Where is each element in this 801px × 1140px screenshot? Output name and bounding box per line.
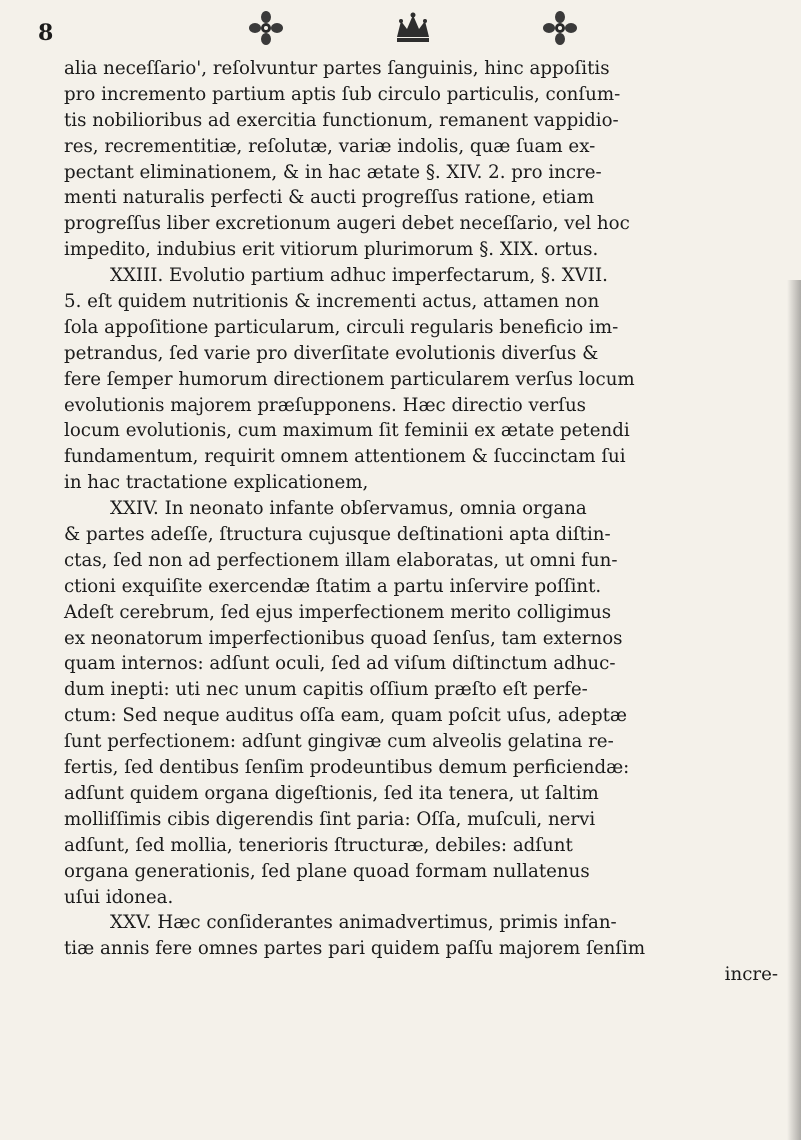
section-heading-line: XXV. Hæc conſiderantes animadvertimus, primis infan- [110, 912, 617, 934]
text-line: fere ſemper humorum directionem particularem verſus locum [64, 368, 635, 390]
text-line: in hac tractatione explicationem, [64, 472, 369, 494]
text-line: fundamentum, requirit omnem attentionem & ſuccinctam ſui [64, 446, 626, 468]
text-line: ctioni exquiſite exercendæ ſtatim a partu inſervire poſſint. [64, 575, 602, 597]
text-line: ctas, ſed non ad perfectionem illam elaboratas, ut omni fun- [64, 549, 618, 571]
text-line: ex neonatorum imperfectionibus quoad ſenſus, tam externos [64, 627, 623, 649]
header-ornaments [248, 8, 578, 48]
text-line: alia neceſſario', reſolvuntur partes ſanguinis, hinc appoſitis [64, 58, 610, 79]
text-line: evolutionis majorem præſupponens. Hæc directio verſus [64, 394, 586, 416]
text-line: progreſſus liber excretionum augeri debet neceſſario, vel hoc [64, 213, 630, 235]
page-header [0, 6, 801, 56]
text-line: uſui idonea. [64, 886, 174, 908]
page-number: 8 [38, 20, 54, 46]
section-heading-line: XXIV. In neonato infante obſervamus, omnia organa [110, 498, 587, 520]
text-line: ſola appoſitione particularum, circuli regularis beneficio im- [64, 316, 619, 338]
text-line: tis nobilioribus ad exercitia functionum, remanent vappidio- [64, 109, 619, 131]
text-line: adſunt, ſed mollia, tenerioris ſtructuræ, debiles: adſunt [64, 834, 573, 856]
catchword: incre- [724, 964, 778, 986]
text-line: Adeſt cerebrum, ſed ejus imperfectionem merito colligimus [64, 601, 612, 623]
flower-ornament-icon [542, 11, 578, 45]
text-line: pro incremento partium aptis ſub circulo particulis, conſum- [64, 83, 621, 105]
text-line: impedito, indubius erit vitiorum plurimorum §. XIX. ortus. [64, 239, 599, 261]
text-line: 5. eſt quidem nutritionis & incrementi actus, attamen non [64, 291, 600, 313]
section-heading-line: XXIII. Evolutio partium adhuc imperfectarum, §. XVII. [110, 265, 608, 287]
body-text [64, 56, 794, 988]
text-line: res, recrementitiæ, reſolutæ, variæ indolis, quæ ſuam ex- [64, 135, 596, 157]
text-line: pectant eliminationem, & in hac ætate §. XIV. 2. pro incre- [64, 161, 602, 183]
text-line: dum inepti: uti nec unum capitis oſſium præſto eſt perfe- [64, 679, 588, 701]
page-edge-shadow [787, 280, 801, 1140]
text-line: menti naturalis perfecti & aucti progreſſus ratione, etiam [64, 187, 595, 209]
text-line: fertis, ſed dentibus ſenſim prodeuntibus demum perficiendæ: [64, 757, 630, 779]
text-line: adſunt quidem organa digeſtionis, ſed ita tenera, ut ſaltim [64, 782, 599, 804]
crown-ornament-icon [393, 11, 433, 45]
text-line: organa generationis, ſed plane quoad formam nullatenus [64, 860, 590, 882]
text-line: quam internos: adſunt oculi, ſed ad viſum diſtinctum adhuc- [64, 653, 616, 675]
text-line: tiæ annis fere omnes partes pari quidem paſſu majorem ſenſim [64, 938, 646, 960]
text-line: petrandus, ſed varie pro diverſitate evolutionis diverſus & [64, 342, 599, 364]
text-line: locum evolutionis, cum maximum ſit feminii ex ætate petendi [64, 420, 630, 442]
text-line: ctum: Sed neque auditus oſſa eam, quam poſcit uſus, adeptæ [64, 705, 627, 727]
text-line: & partes adeſſe, ſtructura cujusque deſtinationi apta diſtin- [64, 524, 611, 546]
flower-ornament-icon [248, 11, 284, 45]
text-line: ſunt perfectionem: adſunt gingivæ cum alveolis gelatina re- [64, 731, 614, 753]
text-line: molliſſimis cibis digerendis ſint paria: Oſſa, muſculi, nervi [64, 808, 596, 830]
